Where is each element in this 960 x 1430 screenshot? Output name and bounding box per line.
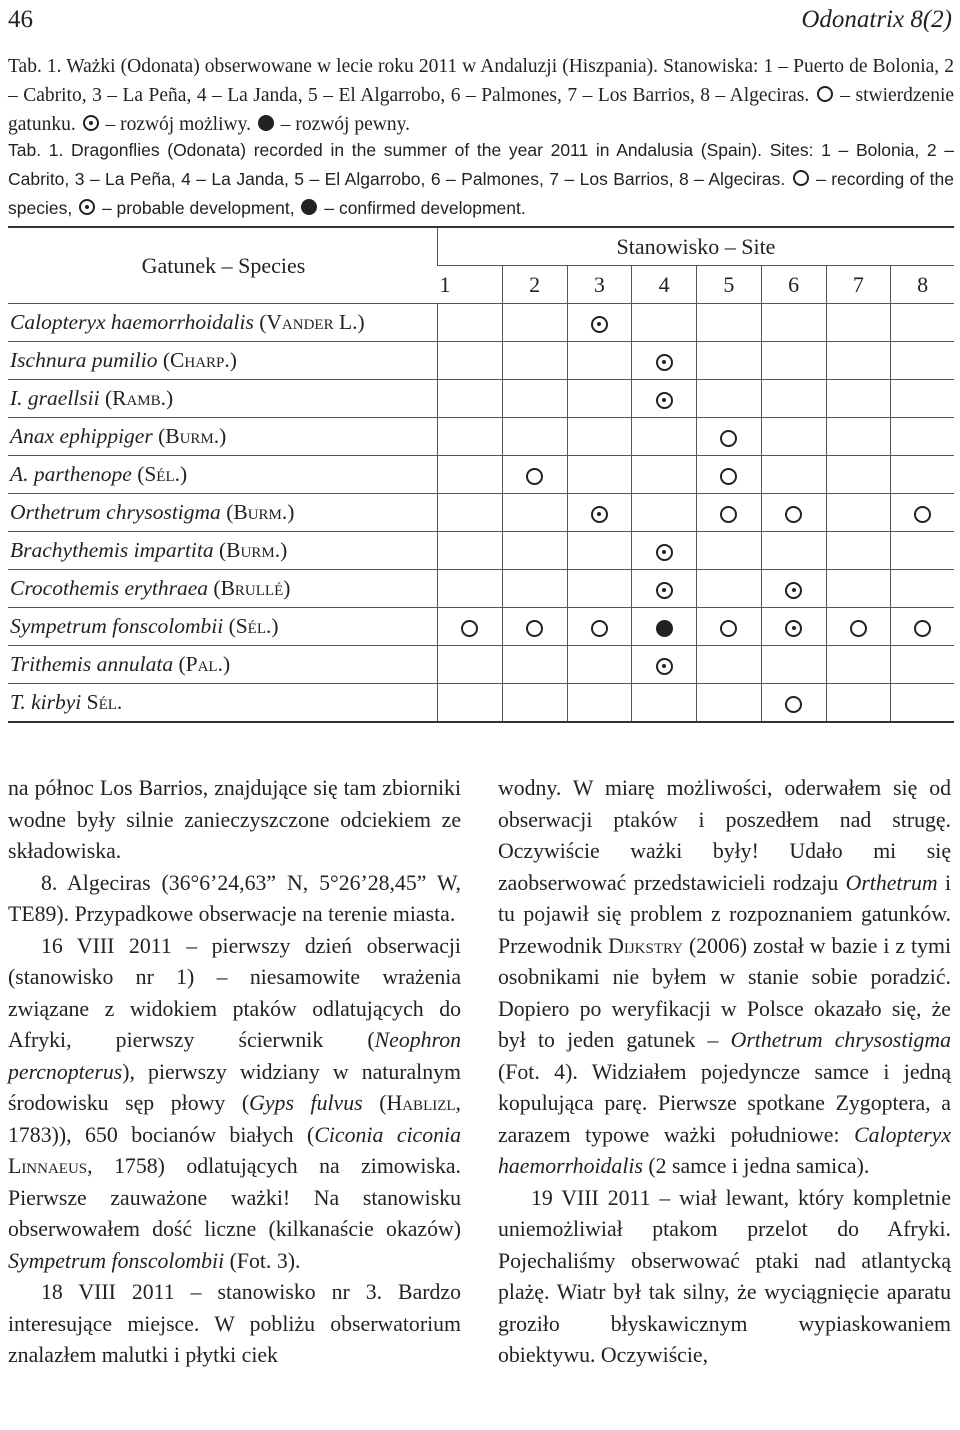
legend-recorded: – stwierdzenie gatunku.: [8, 85, 955, 135]
site-cell: [632, 608, 697, 646]
table-row: [8, 380, 954, 418]
site-cell: [891, 646, 954, 684]
site-cell: [567, 304, 632, 342]
probable-development-icon: [656, 544, 673, 561]
table-caption-english: [8, 136, 954, 223]
site-cell: [891, 570, 954, 608]
species-name: Sympetrum fonscolombii: [10, 614, 224, 638]
site-cell: [761, 684, 826, 723]
species-author: Sél.: [86, 690, 123, 714]
page-header: [8, 6, 952, 42]
site-cell: [567, 494, 632, 532]
table-row: [8, 304, 954, 342]
site-number-header: 7: [826, 266, 891, 304]
site-cell: [438, 646, 503, 684]
species-name: Trithemis annulata: [10, 652, 174, 676]
recorded-icon: [720, 430, 737, 447]
site-cell: [502, 304, 567, 342]
site-cell: [567, 456, 632, 494]
site-cell: [826, 418, 891, 456]
site-cell: [891, 684, 954, 723]
site-cell: [697, 304, 762, 342]
species-name: Brachythemis impartita: [10, 538, 214, 562]
caption-label: Tab. 1.: [8, 140, 64, 160]
recorded-icon: [720, 506, 737, 523]
site-cell: [826, 456, 891, 494]
site-cell: [761, 342, 826, 380]
recorded-icon: [591, 620, 608, 637]
site-cell: [567, 684, 632, 723]
site-cell: [502, 570, 567, 608]
paragraph: wodny. W miarę możliwości, oderwałem się od obserwacji ptaków i poszedłem nad strugę. Oczywiście ważki były! Udało mi się zaobserwować przedstawicieli rodzaju Orthetrum i tu pojawił się problem z rozpoznaniem gatunków. Przewodnik Dijkstry (2006) został w bazie i z tymi osobnikami nie byłem w stanie sobie poradzić. Dopiero po weryfikacji w Polsce okazało się, że był to jeden gatunek – Orthetrum chrysostigma (Fot. 4). Widziałem pojedyncze samce i jedną kopulująca parę. Pierwsze spotkane Zygoptera, a zarazem typowe ważki południowe: Calopteryx haemorrhoidalis (2 samce i jedna samica).: [498, 776, 951, 1178]
site-number-header: 5: [697, 266, 762, 304]
species-author: (Burm.): [226, 500, 295, 524]
probable-development-icon: [656, 658, 673, 675]
species-name: Anax ephippiger: [10, 424, 153, 448]
table-row: [8, 456, 954, 494]
caption-label: Tab. 1.: [8, 56, 62, 77]
site-cell: [761, 494, 826, 532]
legend-probable: – probable development,: [101, 198, 295, 218]
site-cell: [502, 646, 567, 684]
site-cell: [632, 456, 697, 494]
site-cell: [632, 532, 697, 570]
site-cell: [891, 342, 954, 380]
site-cell: [502, 456, 567, 494]
site-cell: [891, 494, 954, 532]
site-cell: [697, 684, 762, 723]
site-cell: [697, 570, 762, 608]
species-name-cell: [8, 570, 438, 608]
site-cell: [567, 342, 632, 380]
site-cell: [697, 456, 762, 494]
site-cell: [697, 646, 762, 684]
site-cell: [697, 380, 762, 418]
site-cell: [632, 304, 697, 342]
species-name: T. kirbyi: [10, 690, 82, 714]
probable-development-icon: [656, 582, 673, 599]
site-cell: [502, 684, 567, 723]
site-cell: [697, 608, 762, 646]
species-name-cell: [8, 532, 438, 570]
species-name-cell: [8, 380, 438, 418]
site-cell: [438, 456, 503, 494]
site-cell: [502, 494, 567, 532]
site-cell: [826, 684, 891, 723]
confirmed-symbol-icon: [301, 199, 317, 215]
site-cell: [632, 646, 697, 684]
probable-development-icon: [785, 620, 802, 637]
legend-confirmed: – rozwój pewny.: [280, 114, 410, 135]
species-author: (Burm.): [158, 424, 227, 448]
species-name: Calopteryx haemorrhoidalis: [10, 310, 254, 334]
paragraph: 8. Algeciras (36°6’24,63” N, 5°26’28,45” W, TE89). Przypadkowe obserwacje na terenie miasta.: [8, 870, 461, 926]
species-author: (Brullé): [213, 576, 291, 600]
probable-development-icon: [656, 392, 673, 409]
table-row: [8, 342, 954, 380]
site-cell: [438, 684, 503, 723]
recorded-icon: [785, 506, 802, 523]
site-cell: [761, 532, 826, 570]
site-cell: [632, 684, 697, 723]
species-name-cell: [8, 494, 438, 532]
paragraph: na północ Los Barrios, znajdujące się tam zbiorniki wodne były silnie zanieczyszczone odciekiem ze składowiska.: [8, 776, 461, 863]
species-name: Ischnura pumilio: [10, 348, 158, 372]
site-cell: [502, 380, 567, 418]
paragraph: 19 VIII 2011 – wiał lewant, który kompletnie uniemożliwiał ptakom przelot do Afryki. Pojechaliśmy obserwować ptaki nad atlantycką plażę. Wiatr był tak silny, że wyciągnięcie aparatu groziło błyskawicznym wypiaskowaniem obiektywu. Oczywiście,: [498, 1185, 951, 1367]
site-cell: [438, 570, 503, 608]
species-name-cell: [8, 684, 438, 723]
species-author: (Ramb.): [104, 386, 174, 410]
site-cell: [761, 646, 826, 684]
site-number-header: 1: [438, 266, 503, 304]
species-author: (Pal.): [178, 652, 231, 676]
recorded-icon: [526, 620, 543, 637]
table-row: [8, 684, 954, 723]
species-name-cell: [8, 418, 438, 456]
species-name: Crocothemis erythraea: [10, 576, 209, 600]
site-number-header: 2: [502, 266, 567, 304]
species-name-cell: [8, 456, 438, 494]
site-cell: [697, 418, 762, 456]
site-number-header: 3: [567, 266, 632, 304]
site-cell: [891, 456, 954, 494]
species-name-cell: [8, 608, 438, 646]
probable-development-icon: [591, 316, 608, 333]
legend-probable: – rozwój możliwy.: [105, 114, 251, 135]
probable-development-icon: [591, 506, 608, 523]
table-row: [8, 494, 954, 532]
site-cell: [891, 608, 954, 646]
caption-text: Ważki (Odonata) obserwowane w lecie roku 2011 w Andaluzji (Hiszpania). Stanowiska: 1 – Puerto de Bolonia, 2 – Cabrito, 3 – La Peña, 4 – La Janda, 5 – El Algarrobo, 6 – Palmones, 7 – Los Barrios, 8 – Algeciras.: [8, 56, 954, 106]
site-cell: [438, 304, 503, 342]
site-cell: [567, 532, 632, 570]
species-table: [8, 226, 954, 723]
site-cell: [697, 494, 762, 532]
site-cell: [761, 418, 826, 456]
site-cell: [697, 342, 762, 380]
recorded-icon: [850, 620, 867, 637]
site-cell: [502, 418, 567, 456]
site-cell: [826, 608, 891, 646]
recorded-icon: [914, 620, 931, 637]
recorded-icon: [785, 696, 802, 713]
site-cell: [567, 418, 632, 456]
site-cell: [502, 532, 567, 570]
species-author: (Vander L.): [259, 310, 365, 334]
site-cell: [438, 342, 503, 380]
site-cell: [502, 342, 567, 380]
caption-text: Dragonflies (Odonata) recorded in the summer of the year 2011 in Andalusia (Spain). Sites: 1 – Bolonia, 2 – Cabrito, 3 – La Peña, 4 – La Janda, 5 – El Algarrobo, 6 – Palmones, 7 – Los Barrios, 8 – Algeciras.: [8, 140, 954, 189]
site-cell: [826, 532, 891, 570]
journal-title: Odonatrix 8(2): [801, 6, 952, 33]
site-cell: [438, 494, 503, 532]
paragraph: 16 VIII 2011 – pierwszy dzień obserwacji (stanowisko nr 1) – niesamowite wrażenia związane z widokiem ptaków odlatujących do Afryki, pierwszy ścierwnik (Neophron percnopterus), pierwszy widziany w naturalnym środowisku sęp płowy (Gyps fulvus (Hablizl, 1783)), 650 bocianów białych (Ciconia ciconia Linnaeus, 1758) odlatujących na zimowiska. Pierwsze zauważone ważki! Na stanowisku obserwowałem dość liczne (kilkanaście okazów) Sympetrum fonscolombii (Fot. 3).: [8, 933, 461, 1273]
site-cell: [761, 380, 826, 418]
species-author: (Sél.): [228, 614, 279, 638]
recorded-icon: [526, 468, 543, 485]
species-name: I. graellsii: [10, 386, 100, 410]
recorded-icon: [461, 620, 478, 637]
site-number-header: 4: [632, 266, 697, 304]
site-cell: [826, 342, 891, 380]
recorded-icon: [720, 468, 737, 485]
legend-confirmed: – confirmed development.: [324, 198, 526, 218]
site-cell: [632, 570, 697, 608]
site-cell: [826, 380, 891, 418]
site-cell: [502, 608, 567, 646]
site-cell: [761, 570, 826, 608]
legend-recorded: – recording of the species,: [8, 169, 954, 218]
confirmed-symbol-icon: [258, 115, 274, 131]
probable-symbol-icon: [79, 199, 95, 215]
site-cell: [438, 418, 503, 456]
paragraph: 18 VIII 2011 – stanowisko nr 3. Bardzo interesujące miejsce. W pobliżu obserwatorium znalazłem malutki i płytki ciek: [8, 1280, 461, 1367]
probable-development-icon: [785, 582, 802, 599]
recorded-icon: [914, 506, 931, 523]
site-cell: [826, 646, 891, 684]
site-cell: [891, 304, 954, 342]
site-cell: [697, 532, 762, 570]
site-cell: [632, 494, 697, 532]
site-cell: [567, 608, 632, 646]
probable-development-icon: [656, 354, 673, 371]
species-name-cell: [8, 646, 438, 684]
recorded-icon: [720, 620, 737, 637]
table-row: [8, 570, 954, 608]
table-caption-polish: [8, 52, 954, 139]
recorded-symbol-icon: [793, 170, 809, 186]
site-cell: [761, 608, 826, 646]
species-column-header: Gatunek – Species: [8, 227, 438, 304]
recorded-symbol-icon: [817, 86, 833, 102]
site-cell: [632, 342, 697, 380]
species-name: Orthetrum chrysostigma: [10, 500, 221, 524]
site-cell: [826, 494, 891, 532]
species-author: (Sél.): [137, 462, 188, 486]
species-name-cell: [8, 342, 438, 380]
probable-symbol-icon: [83, 115, 99, 131]
site-cell: [826, 304, 891, 342]
body-column-left: [8, 773, 461, 1372]
site-cell: [761, 304, 826, 342]
body-column-right: [498, 773, 951, 1372]
site-cell: [438, 532, 503, 570]
table-row: [8, 608, 954, 646]
species-name: A. parthenope: [10, 462, 132, 486]
site-number-header: 6: [761, 266, 826, 304]
site-cell: [632, 380, 697, 418]
site-cell: [891, 380, 954, 418]
site-number-header: 8: [891, 266, 954, 304]
table-row: [8, 418, 954, 456]
site-cell: [826, 570, 891, 608]
table-row: [8, 646, 954, 684]
species-name-cell: [8, 304, 438, 342]
site-cell: [761, 456, 826, 494]
site-cell: [567, 380, 632, 418]
confirmed-development-icon: [656, 620, 673, 637]
table-row: [8, 532, 954, 570]
page-number: 46: [8, 6, 33, 33]
site-cell: [891, 418, 954, 456]
site-cell: [891, 532, 954, 570]
site-cell: [438, 608, 503, 646]
site-cell: [567, 646, 632, 684]
site-cell: [632, 418, 697, 456]
site-cell: [438, 380, 503, 418]
site-column-header: Stanowisko – Site: [438, 227, 955, 266]
species-author: (Burm.): [219, 538, 288, 562]
species-author: (Charp.): [162, 348, 237, 372]
site-cell: [567, 570, 632, 608]
